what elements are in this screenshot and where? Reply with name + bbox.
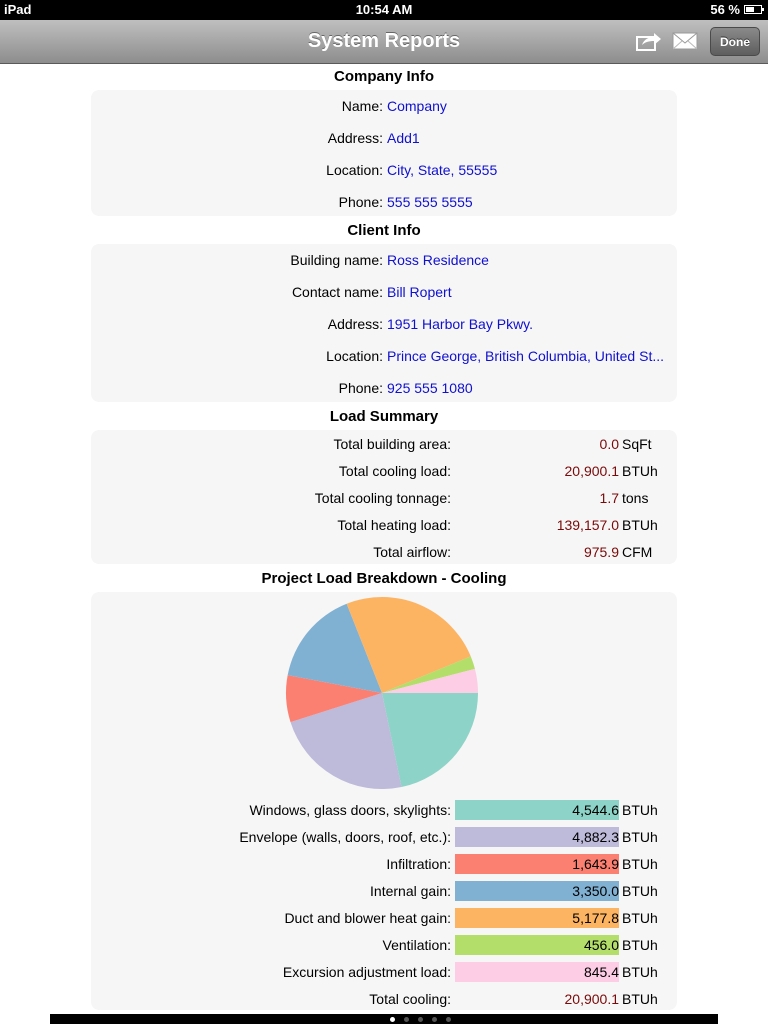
summary-value: 1.7 bbox=[599, 490, 619, 506]
clock: 10:54 AM bbox=[355, 2, 413, 17]
summary-label: Total building area: bbox=[333, 436, 451, 452]
company-name-row bbox=[91, 98, 677, 118]
summary-row bbox=[91, 463, 677, 483]
client-contact-value[interactable]: Bill Ropert bbox=[387, 284, 452, 300]
client-location-row bbox=[91, 348, 677, 368]
summary-unit: BTUh bbox=[622, 517, 658, 533]
breakdown-bar: 4,882.3 bbox=[455, 827, 619, 847]
breakdown-unit: BTUh bbox=[622, 937, 658, 953]
client-phone-row bbox=[91, 380, 677, 400]
page-dot[interactable] bbox=[390, 1017, 395, 1022]
page-dot[interactable] bbox=[446, 1017, 451, 1022]
breakdown-row bbox=[91, 881, 677, 901]
summary-row bbox=[91, 490, 677, 510]
client-phone-value[interactable]: 925 555 1080 bbox=[387, 380, 473, 396]
breakdown-bar: 4,544.6 bbox=[455, 800, 619, 820]
breakdown-label: Duct and blower heat gain: bbox=[284, 910, 451, 926]
breakdown-total-label: Total cooling: bbox=[369, 991, 451, 1007]
load-summary-card bbox=[91, 430, 677, 564]
breakdown-row bbox=[91, 935, 677, 955]
client-building-row bbox=[91, 252, 677, 272]
company-address-label: Address: bbox=[327, 130, 383, 146]
company-info-card bbox=[91, 90, 677, 216]
breakdown-row bbox=[91, 800, 677, 820]
page-dot[interactable] bbox=[432, 1017, 437, 1022]
client-location-label: Location: bbox=[326, 348, 383, 364]
summary-value: 975.9 bbox=[583, 544, 619, 560]
summary-value: 0.0 bbox=[599, 436, 619, 452]
client-info-title: Client Info bbox=[347, 222, 421, 239]
breakdown-bar: 456.0 bbox=[455, 935, 619, 955]
breakdown-row bbox=[91, 962, 677, 982]
breakdown-label: Windows, glass doors, skylights: bbox=[249, 802, 451, 818]
status-bar bbox=[0, 0, 768, 20]
breakdown-total-unit: BTUh bbox=[622, 991, 658, 1007]
breakdown-bar: 3,350.0 bbox=[455, 881, 619, 901]
mail-icon[interactable] bbox=[672, 31, 698, 51]
breakdown-unit: BTUh bbox=[622, 856, 658, 872]
share-icon[interactable] bbox=[636, 31, 662, 51]
client-contact-row bbox=[91, 284, 677, 304]
company-location-row bbox=[91, 162, 677, 182]
breakdown-unit: BTUh bbox=[622, 964, 658, 980]
client-contact-label: Contact name: bbox=[291, 284, 383, 300]
summary-row bbox=[91, 544, 677, 564]
breakdown-total-row bbox=[91, 989, 677, 1009]
breakdown-total-value: 20,900.1 bbox=[564, 991, 619, 1007]
client-info-card bbox=[91, 244, 677, 402]
breakdown-bar: 5,177.8 bbox=[455, 908, 619, 928]
company-location-label: Location: bbox=[326, 162, 383, 178]
summary-label: Total airflow: bbox=[373, 544, 451, 560]
company-phone-row bbox=[91, 194, 677, 214]
battery-percent: 56 % bbox=[710, 2, 740, 17]
breakdown-label: Infiltration: bbox=[386, 856, 451, 872]
breakdown-row bbox=[91, 854, 677, 874]
page-title: System Reports bbox=[307, 30, 461, 52]
company-name-label: Name: bbox=[341, 98, 383, 114]
summary-row bbox=[91, 517, 677, 537]
summary-label: Total cooling load: bbox=[338, 463, 451, 479]
battery-status bbox=[710, 2, 762, 17]
cooling-pie-chart bbox=[282, 593, 482, 793]
summary-unit: tons bbox=[622, 490, 649, 506]
company-name-value[interactable]: Company bbox=[387, 98, 447, 114]
breakdown-title: Project Load Breakdown - Cooling bbox=[261, 570, 507, 587]
breakdown-unit: BTUh bbox=[622, 910, 658, 926]
page-dot[interactable] bbox=[418, 1017, 423, 1022]
battery-icon bbox=[744, 5, 762, 14]
client-address-value[interactable]: 1951 Harbor Bay Pkwy. bbox=[387, 316, 534, 332]
client-address-row bbox=[91, 316, 677, 336]
breakdown-label: Envelope (walls, doors, roof, etc.): bbox=[239, 829, 451, 845]
summary-row bbox=[91, 436, 677, 456]
navigation-bar bbox=[0, 20, 768, 64]
breakdown-row bbox=[91, 908, 677, 928]
page-control-bar bbox=[50, 1014, 718, 1024]
breakdown-bar: 1,643.9 bbox=[455, 854, 619, 874]
summary-label: Total cooling tonnage: bbox=[314, 490, 451, 506]
done-button[interactable]: Done bbox=[710, 27, 760, 56]
page-dots[interactable] bbox=[390, 1017, 451, 1022]
load-summary-title: Load Summary bbox=[329, 408, 439, 425]
breakdown-label: Ventilation: bbox=[382, 937, 451, 953]
client-building-label: Building name: bbox=[290, 252, 383, 268]
company-address-value[interactable]: Add1 bbox=[387, 130, 420, 146]
client-building-value[interactable]: Ross Residence bbox=[387, 252, 489, 268]
company-address-row bbox=[91, 130, 677, 150]
breakdown-unit: BTUh bbox=[622, 829, 658, 845]
summary-label: Total heating load: bbox=[337, 517, 451, 533]
company-phone-value[interactable]: 555 555 5555 bbox=[387, 194, 473, 210]
carrier-label: iPad bbox=[4, 2, 32, 17]
company-location-value[interactable]: City, State, 55555 bbox=[387, 162, 498, 178]
summary-unit: CFM bbox=[622, 544, 653, 560]
company-info-title: Company Info bbox=[334, 68, 434, 85]
breakdown-unit: BTUh bbox=[622, 883, 658, 899]
breakdown-label: Internal gain: bbox=[370, 883, 451, 899]
breakdown-row bbox=[91, 827, 677, 847]
page-dot[interactable] bbox=[404, 1017, 409, 1022]
summary-value: 139,157.0 bbox=[556, 517, 619, 533]
breakdown-bar: 845.4 bbox=[455, 962, 619, 982]
client-phone-label: Phone: bbox=[338, 380, 383, 396]
summary-unit: BTUh bbox=[622, 463, 658, 479]
client-location-value[interactable]: Prince George, British Columbia, United St... bbox=[387, 348, 665, 364]
breakdown-card bbox=[91, 592, 677, 1010]
breakdown-unit: BTUh bbox=[622, 802, 658, 818]
summary-value: 20,900.1 bbox=[564, 463, 619, 479]
summary-unit: SqFt bbox=[622, 436, 652, 452]
breakdown-label: Excursion adjustment load: bbox=[282, 964, 451, 980]
client-address-label: Address: bbox=[327, 316, 383, 332]
company-phone-label: Phone: bbox=[338, 194, 383, 210]
